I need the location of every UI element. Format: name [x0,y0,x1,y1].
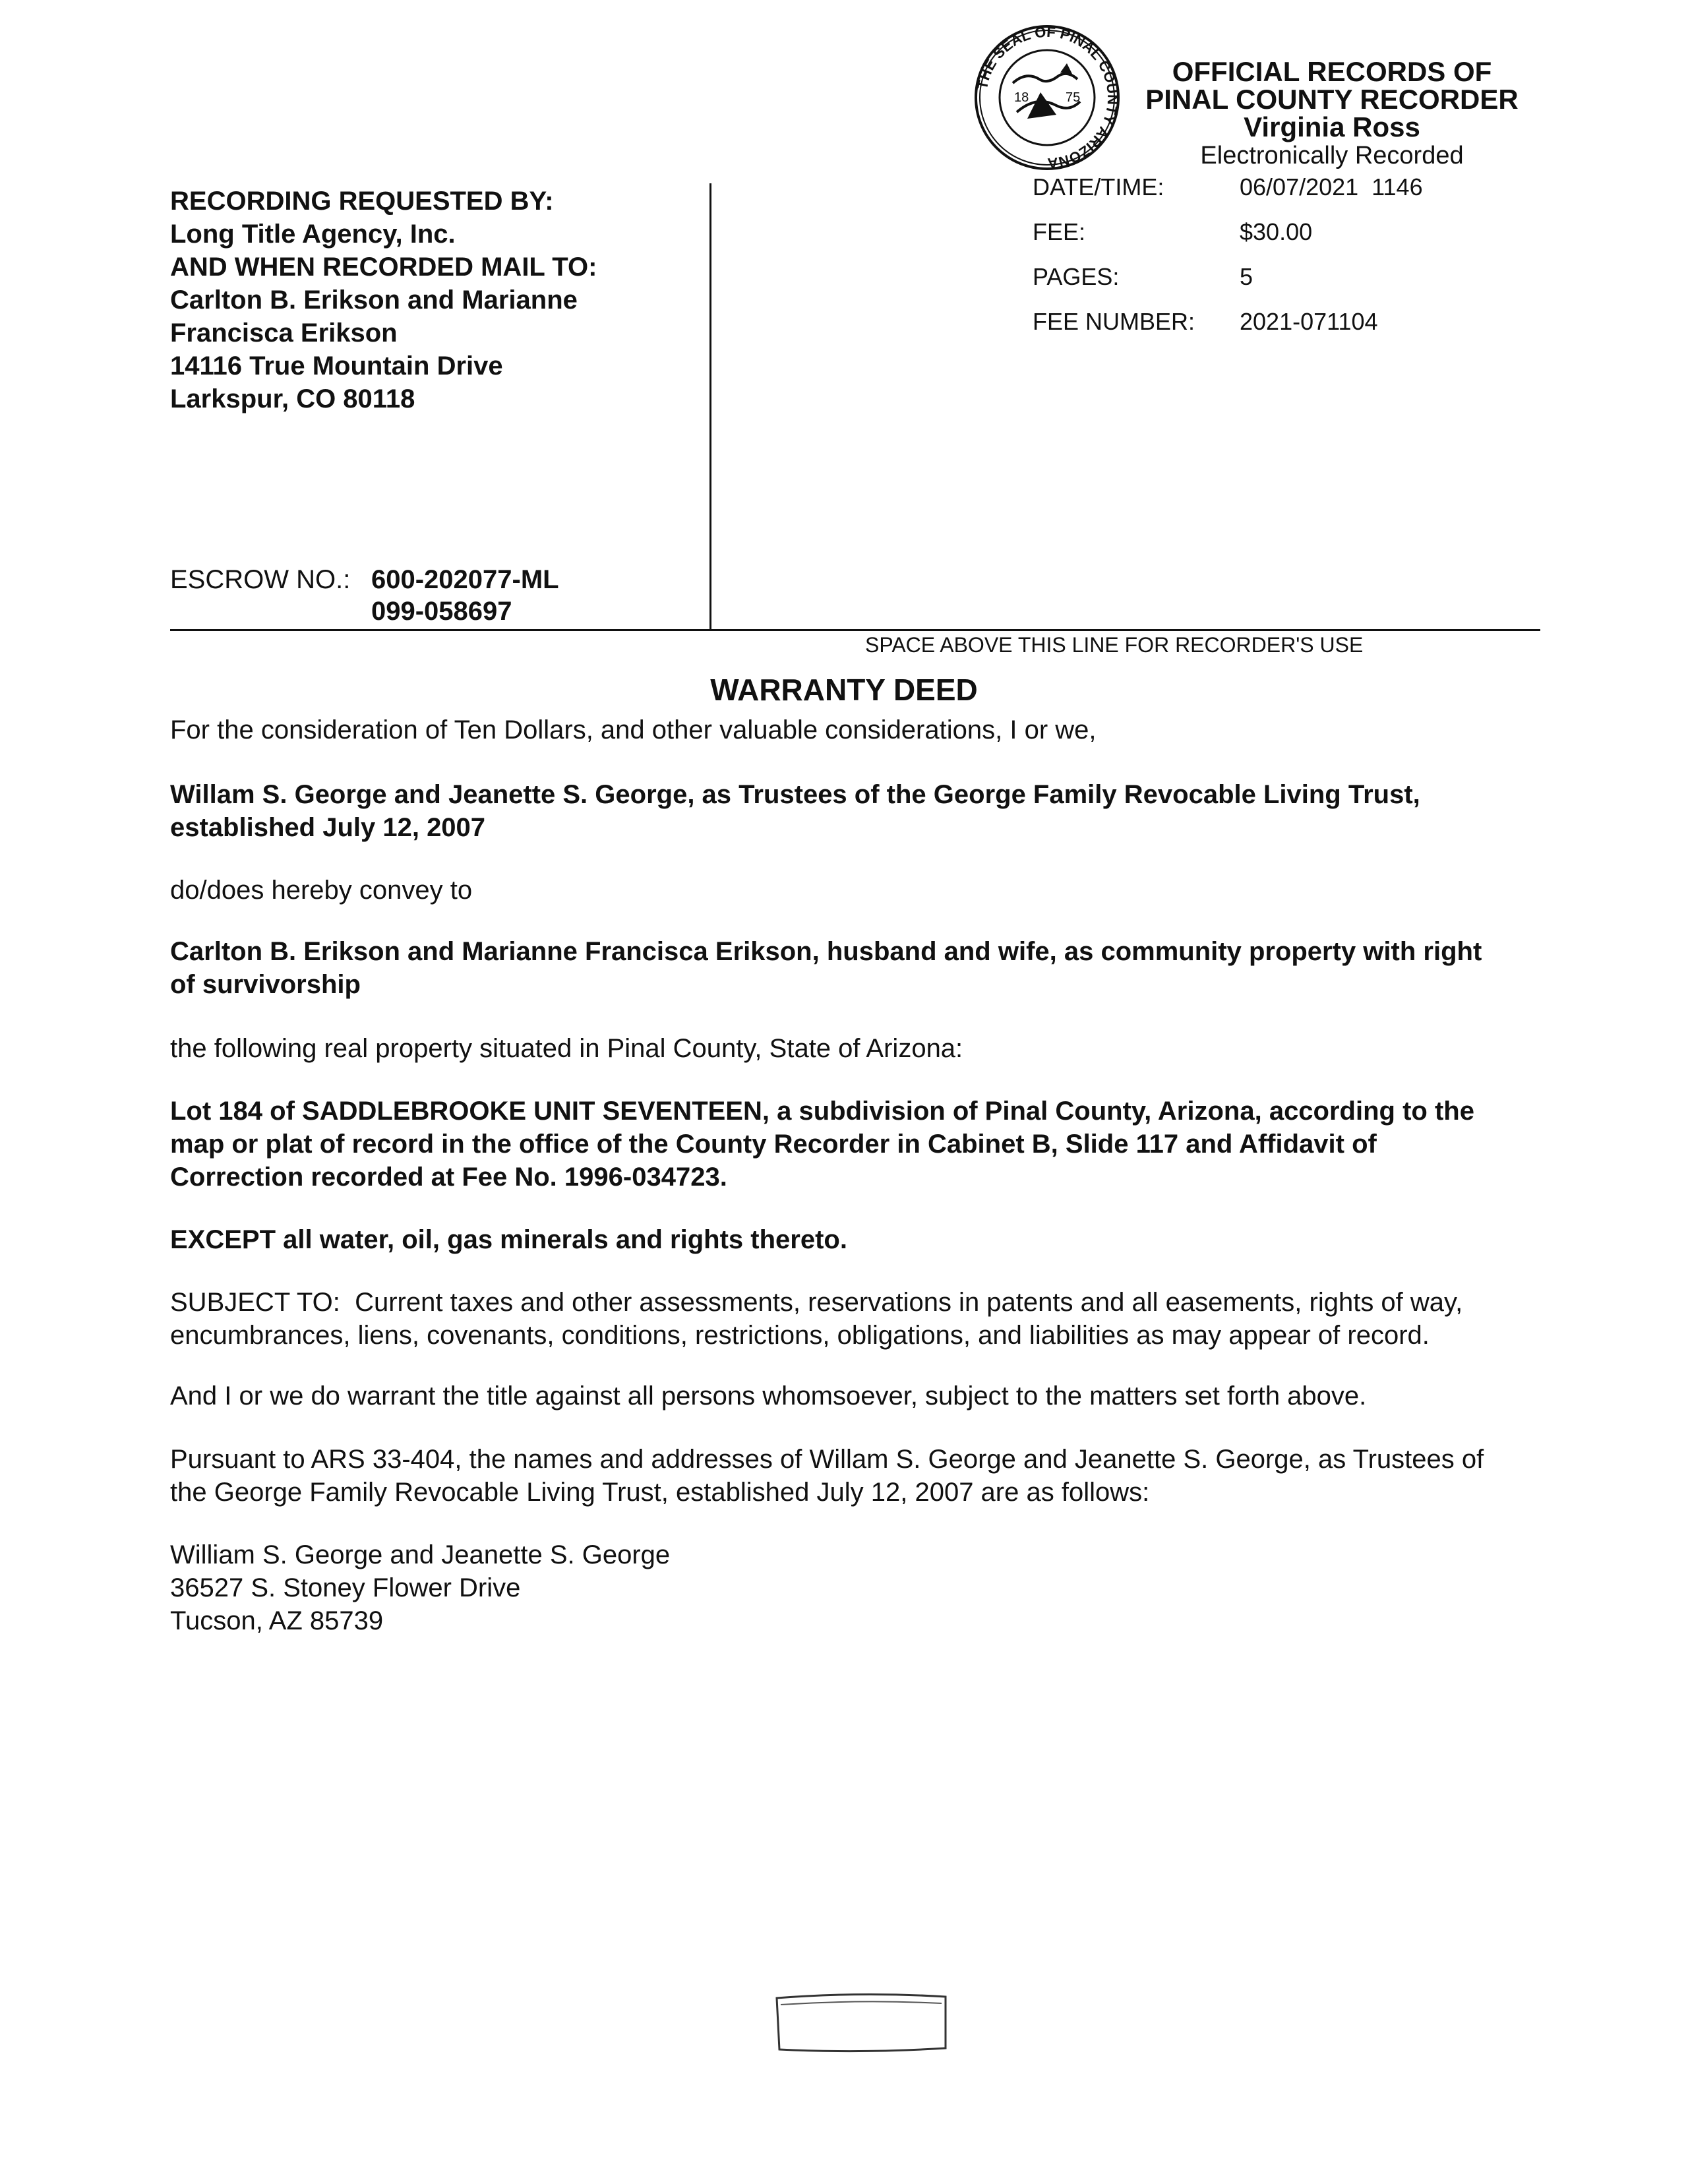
address-line-3: Tucson, AZ 85739 [170,1606,384,1635]
pages-label: PAGES: [1033,263,1120,290]
mail-to-line-4: Larkspur, CO 80118 [170,384,415,413]
mail-to-line-1: Carlton B. Erikson and Marianne [170,286,578,315]
legal-line-2: map or plat of record in the office of the County Recorder in Cabinet B, Slide 117 and Affidavit of [170,1130,1377,1159]
legal-line-3: Correction recorded at Fee No. 1996-034723. [170,1163,727,1192]
escrow-block [170,564,559,627]
convey-text: do/does hereby convey to [170,876,473,905]
fee-value: $30.00 [1240,218,1313,245]
recording-block [170,185,597,415]
mail-to-line-2: Francisca Erikson [170,318,398,348]
seal-year-right: 75 [1066,90,1081,105]
fee-number-label: FEE NUMBER: [1033,308,1195,335]
escrow-number-2: 099-058697 [371,597,512,626]
grantor-line-1: Willam S. George and Jeanette S. George, as Trustees of the George Family Revocable Living Trust, [170,780,1420,809]
grantee-line-1: Carlton B. Erikson and Marianne Francisca Erikson, husband and wife, as community property with right [170,937,1482,966]
recorder-name: Virginia Ross [1244,111,1420,142]
requested-by: Long Title Agency, Inc. [170,220,456,249]
grantee-block [170,935,1542,1001]
mail-to-label: AND WHEN RECORDED MAIL TO: [170,253,597,282]
grantor-address [170,1538,1542,1637]
recorder-use-rule [170,629,1540,631]
warrant-text: And I or we do warrant the title against all persons whomsoever, subject to the matters set forth above. [170,1381,1367,1410]
grantee-line-2: of survivorship [170,970,361,999]
date-time-label: DATE/TIME: [1033,173,1164,200]
address-line-2: 36527 S. Stoney Flower Drive [170,1573,521,1602]
pursuant-line-2: the George Family Revocable Living Trust, established July 12, 2007 are as follows: [170,1478,1150,1507]
document-title: WARRANTY DEED [710,673,978,707]
seal-ring-text: THE SEAL OF PINAL COUNTY ARIZONA [973,23,1122,171]
except-text: EXCEPT all water, oil, gas minerals and rights thereto. [170,1225,847,1254]
grantor-block [170,778,1542,844]
address-line-1: William S. George and Jeanette S. George [170,1540,671,1569]
pursuant-block [170,1443,1542,1509]
requested-by-label: RECORDING REQUESTED BY: [170,187,554,216]
legal-line-1: Lot 184 of SADDLEBROOKE UNIT SEVENTEEN, a subdivision of Pinal County, Arizona, according to the [170,1097,1474,1126]
subject-line-1: SUBJECT TO: Current taxes and other assessments, reservations in patents and all easements, rights of way, [170,1288,1463,1317]
subject-to-block [170,1286,1542,1352]
escrow-number-1: 600-202077-ML [371,565,559,594]
recording-status: Electronically Recorded [1200,142,1464,169]
pages-value: 5 [1240,263,1253,290]
recorder-use-note: SPACE ABOVE THIS LINE FOR RECORDER'S USE [865,633,1364,657]
subject-line-2: encumbrances, liens, covenants, conditions, restrictions, obligations, and liabilities as may appear of record. [170,1321,1430,1350]
recorder-header [1088,58,1576,170]
legal-description [170,1095,1542,1194]
seal-year-left: 18 [1014,90,1029,105]
fee-number-value: 2021-071104 [1240,308,1378,335]
mail-to-line-3: 14116 True Mountain Drive [170,351,503,380]
pursuant-line-1: Pursuant to ARS 33-404, the names and addresses of Willam S. George and Jeanette S. George, as Trustees of [170,1445,1484,1474]
date-time-value: 06/07/2021 1146 [1240,173,1423,200]
situated-text: the following real property situated in Pinal County, State of Arizona: [170,1034,963,1063]
grantor-line-2: established July 12, 2007 [170,813,486,842]
page-tab-mark [773,1990,950,2056]
vertical-divider [709,183,711,630]
consideration-text: For the consideration of Ten Dollars, and other valuable considerations, I or we, [170,715,1097,744]
escrow-label: ESCROW NO.: [170,565,351,594]
header-line-2: PINAL COUNTY RECORDER [1145,84,1519,115]
fee-label: FEE: [1033,218,1086,245]
header-line-1: OFFICIAL RECORDS OF [1172,56,1492,87]
